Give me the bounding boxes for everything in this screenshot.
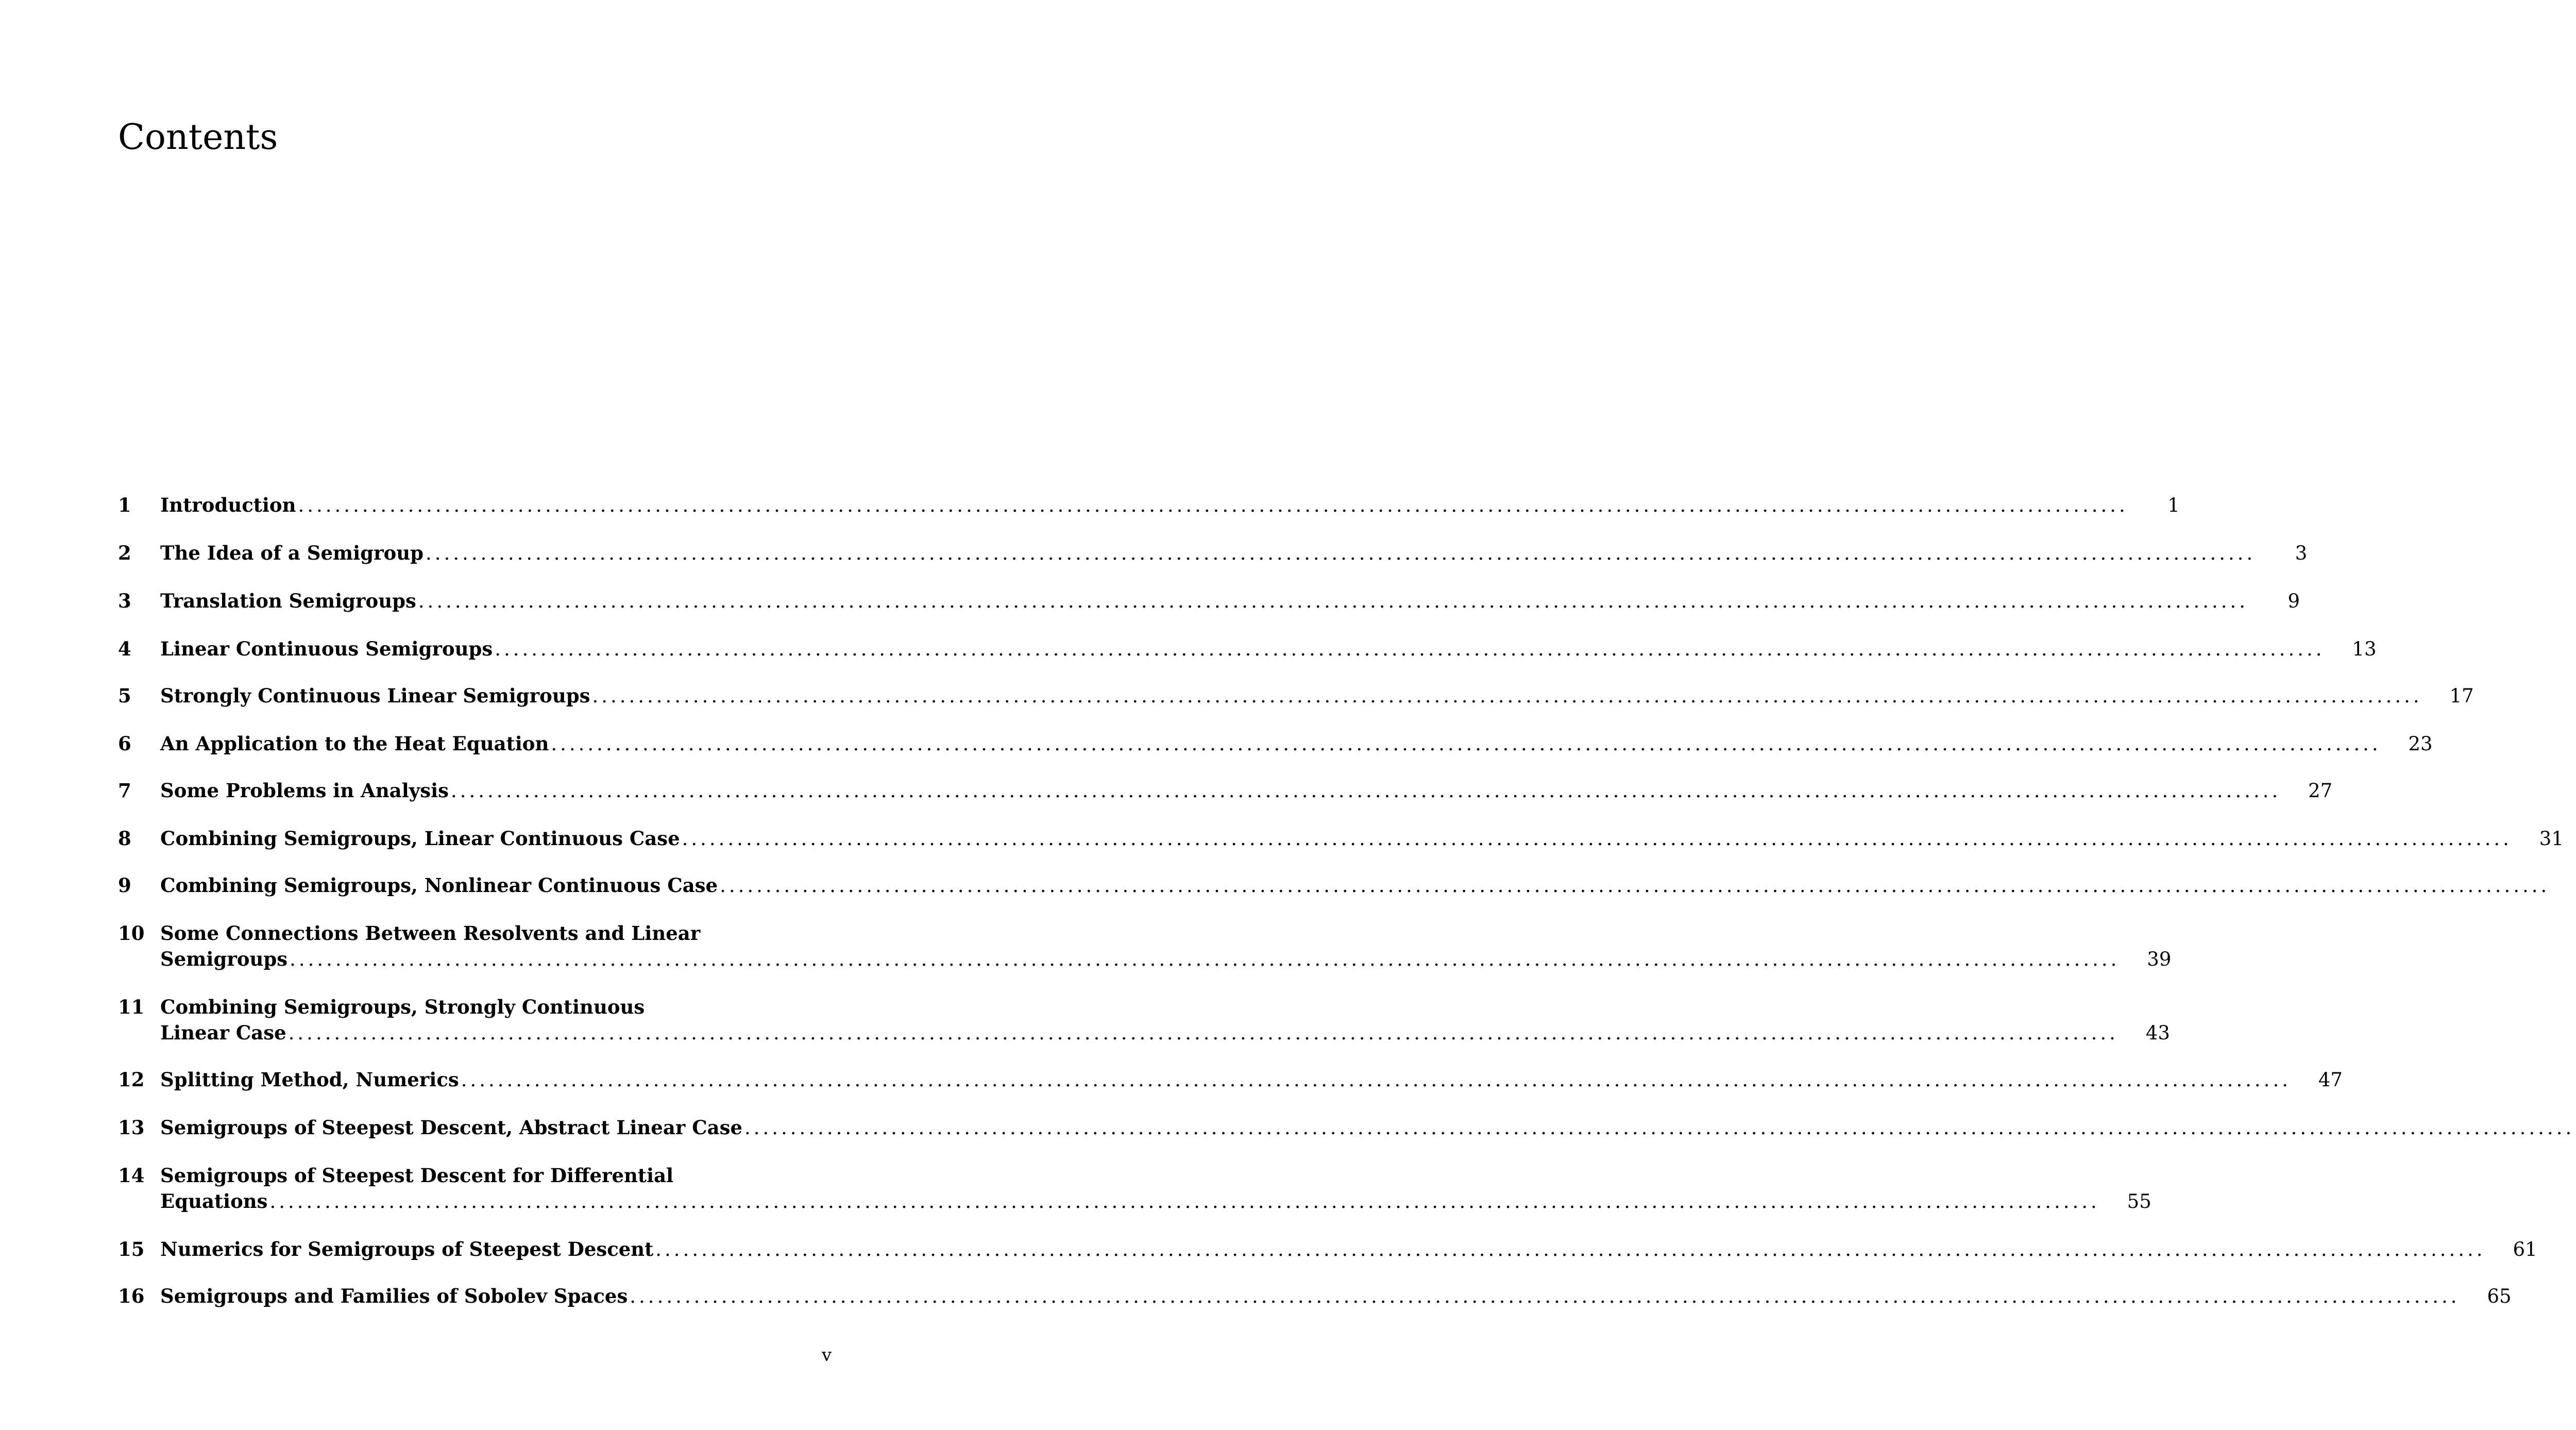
dot-leader: ........................................................................................................................................................................................................ xyxy=(682,828,2512,850)
page-number[interactable] xyxy=(2570,873,2576,899)
toc-entry[interactable] xyxy=(118,731,2433,756)
chapter-title[interactable]: Equations xyxy=(160,1190,268,1213)
toc-entry-line xyxy=(118,826,2564,851)
page-title: Contents xyxy=(118,117,278,158)
dot-leader: ........................................................................................................................................................................................................ xyxy=(495,638,2325,660)
chapter-title[interactable]: Some Connections Between Resolvents and Linear xyxy=(160,922,701,945)
chapter-number: 13 xyxy=(118,1116,145,1139)
dot-leader: ........................................................................................................................................................................................................ xyxy=(461,1069,2291,1091)
toc-entry-line xyxy=(118,778,2333,803)
toc-entry-line xyxy=(118,1115,2575,1140)
chapter-title[interactable]: Combining Semigroups, Linear Continuous Case xyxy=(160,827,680,850)
toc-entry-line xyxy=(118,540,2308,566)
toc-entry[interactable] xyxy=(118,994,2170,1046)
dot-leader: ........................................................................................................................................................................................................ xyxy=(744,1117,2575,1139)
page-number-roman: v xyxy=(822,1345,832,1366)
toc-entry[interactable] xyxy=(118,683,2474,709)
chapter-title[interactable]: Semigroups of Steepest Descent for Differential xyxy=(160,1164,674,1187)
toc-entry-line xyxy=(118,1188,2151,1214)
toc-entry[interactable] xyxy=(118,540,2308,566)
chapter-number: 14 xyxy=(118,1164,145,1187)
toc-entry[interactable] xyxy=(118,826,2564,851)
toc-entry-line xyxy=(118,731,2433,756)
dot-leader: ........................................................................................................................................................................................................ xyxy=(426,542,2256,564)
dot-leader: ........................................................................................................................................................................................................ xyxy=(298,494,2128,516)
toc-entry-line xyxy=(118,1163,835,1188)
toc-entry[interactable] xyxy=(118,872,2550,898)
chapter-title[interactable]: Semigroups xyxy=(160,948,288,970)
toc-entry-line xyxy=(118,1283,2512,1309)
chapter-title[interactable]: Linear Continuous Semigroups xyxy=(160,637,493,660)
page-number[interactable]: 1 xyxy=(2167,494,2180,516)
chapter-title[interactable]: Combining Semigroups, Strongly Continuous xyxy=(160,996,645,1018)
chapter-title[interactable]: Numerics for Semigroups of Steepest Descent xyxy=(160,1238,654,1260)
toc-entry[interactable] xyxy=(118,1115,2575,1140)
toc-entry-line xyxy=(118,994,835,1020)
chapter-number: 5 xyxy=(118,684,131,707)
chapter-title[interactable]: Splitting Method, Numerics xyxy=(160,1068,459,1091)
toc-entry[interactable] xyxy=(118,1236,2537,1262)
toc-entry-line xyxy=(118,1067,2343,1092)
chapter-title[interactable]: Semigroups and Families of Sobolev Spaces xyxy=(160,1285,628,1307)
page-number[interactable]: 39 xyxy=(2147,948,2172,970)
chapter-title[interactable]: Translation Semigroups xyxy=(160,590,416,612)
chapter-title[interactable]: Combining Semigroups, Nonlinear Continuous Case xyxy=(160,874,718,897)
chapter-title[interactable]: The Idea of a Semigroup xyxy=(160,542,424,564)
toc-entry[interactable] xyxy=(118,1283,2512,1309)
page-number[interactable]: 27 xyxy=(2308,780,2333,802)
chapter-number: 3 xyxy=(118,590,131,612)
page-number[interactable]: 17 xyxy=(2449,685,2474,707)
chapter-number: 2 xyxy=(118,542,131,564)
toc-entry-line xyxy=(118,946,2172,972)
toc-entry[interactable] xyxy=(118,588,2300,614)
toc-entry[interactable] xyxy=(118,1067,2343,1092)
toc-entry[interactable] xyxy=(118,492,2180,518)
chapter-number: 1 xyxy=(118,494,131,516)
chapter-title[interactable]: Introduction xyxy=(160,494,296,516)
toc-entry[interactable] xyxy=(118,636,2377,662)
toc-entry-line xyxy=(118,920,835,946)
page-number[interactable]: 23 xyxy=(2408,733,2433,755)
chapter-title[interactable]: Linear Case xyxy=(160,1021,286,1044)
chapter-title[interactable]: An Application to the Heat Equation xyxy=(160,732,549,755)
toc-entry-line xyxy=(118,588,2300,614)
page-number[interactable]: 43 xyxy=(2145,1022,2170,1044)
chapter-number: 6 xyxy=(118,732,131,755)
toc-entry-line xyxy=(118,492,2180,518)
chapter-title[interactable]: Some Problems in Analysis xyxy=(160,779,449,802)
dot-leader: ........................................................................................................................................................................................................ xyxy=(630,1285,2460,1307)
page-number[interactable]: 65 xyxy=(2487,1285,2512,1307)
dot-leader: ........................................................................................................................................................................................................ xyxy=(269,1190,2100,1213)
dot-leader: ........................................................................................................................................................................................................ xyxy=(451,780,2281,802)
toc-entry-line xyxy=(118,872,2550,898)
toc-entry[interactable] xyxy=(118,920,2172,972)
toc-entry-line xyxy=(118,683,2474,709)
page-number[interactable]: 3 xyxy=(2295,542,2308,564)
chapter-number: 10 xyxy=(118,922,145,945)
toc-entry-line xyxy=(118,1020,2170,1046)
chapter-number: 12 xyxy=(118,1068,145,1091)
dot-leader: ........................................................................................................................................................................................................ xyxy=(592,685,2422,707)
dot-leader: ........................................................................................................................................................................................................ xyxy=(418,590,2249,612)
chapter-number: 8 xyxy=(118,827,131,850)
chapter-title[interactable]: Semigroups of Steepest Descent, Abstract Linear Case xyxy=(160,1116,742,1139)
page-number[interactable]: 31 xyxy=(2539,828,2564,850)
chapter-number: 9 xyxy=(118,874,131,897)
chapter-number: 15 xyxy=(118,1238,145,1260)
toc-entry-line xyxy=(118,1236,2537,1262)
toc-entry[interactable] xyxy=(118,1163,2151,1214)
chapter-number: 7 xyxy=(118,779,131,802)
dot-leader: ........................................................................................................................................................................................................ xyxy=(655,1238,2486,1260)
page-number[interactable]: 55 xyxy=(2127,1190,2151,1213)
dot-leader: ........................................................................................................................................................................................................ xyxy=(720,874,2550,897)
page-number[interactable]: 61 xyxy=(2513,1238,2537,1260)
page-number[interactable]: 9 xyxy=(2287,590,2300,612)
dot-leader: ........................................................................................................................................................................................................ xyxy=(551,733,2381,755)
toc-entry-line xyxy=(118,636,2377,662)
page-number[interactable]: 47 xyxy=(2318,1069,2343,1091)
chapter-number: 16 xyxy=(118,1285,145,1307)
chapter-number: 11 xyxy=(118,996,145,1018)
toc-entry[interactable] xyxy=(118,778,2333,803)
chapter-number: 4 xyxy=(118,637,131,660)
dot-leader: ........................................................................................................................................................................................................ xyxy=(290,948,2120,970)
dot-leader: ........................................................................................................................................................................................................ xyxy=(288,1022,2119,1044)
page-number[interactable]: 13 xyxy=(2352,638,2377,660)
chapter-title[interactable]: Strongly Continuous Linear Semigroups xyxy=(160,684,590,707)
